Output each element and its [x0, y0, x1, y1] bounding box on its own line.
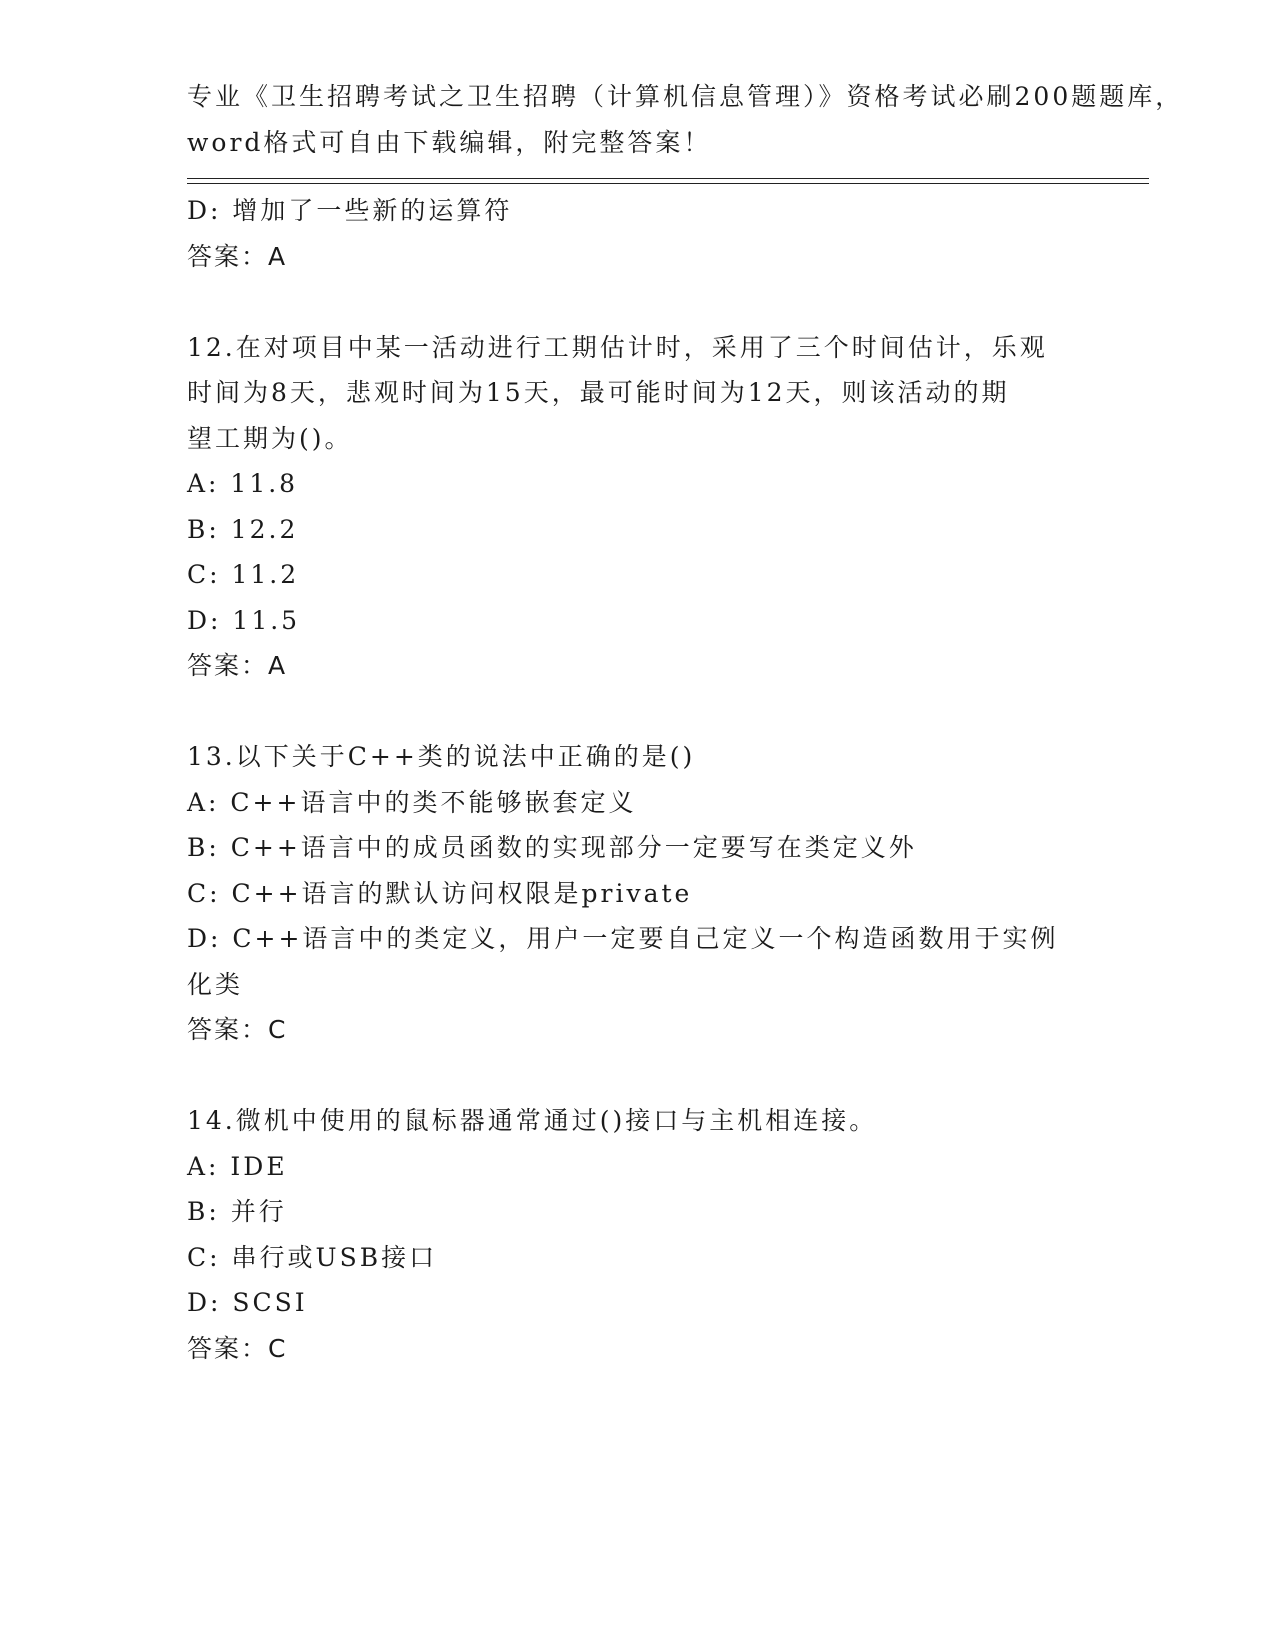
option-a: A: 11.8	[187, 469, 299, 498]
option-b: B: 并行	[187, 1197, 287, 1226]
question-14	[187, 1098, 1067, 1371]
option-c: C: 串行或USB接口	[187, 1242, 438, 1272]
option-d: D: SCSI	[187, 1288, 308, 1317]
spacer	[187, 689, 1067, 735]
option-a: A: IDE	[187, 1151, 288, 1181]
header-divider-top	[187, 178, 1149, 179]
option-d: D: 11.5	[187, 605, 301, 635]
header-divider-bottom	[187, 183, 1149, 184]
document-header	[187, 74, 1184, 165]
question-12	[187, 325, 1067, 689]
header-title-line-2: word格式可自由下载编辑，附完整答案！	[187, 127, 712, 157]
question-stem-line: 14.微机中使用的鼠标器通常通过()接口与主机相连接。	[187, 1106, 878, 1135]
option-d-continuation: 化类	[187, 969, 244, 999]
option-a: A: C++语言中的类不能够嵌套定义	[187, 787, 637, 817]
answer-line: 答案：C	[187, 1333, 288, 1363]
option-c: C: C++语言的默认访问权限是private	[187, 878, 693, 908]
spacer	[187, 1053, 1067, 1099]
spacer	[187, 279, 1067, 325]
option-c: C: 11.2	[187, 560, 300, 589]
option-d: D: 增加了一些新的运算符	[187, 196, 513, 225]
question-stem-line: 时间为8天，悲观时间为15天，最可能时间为12天，则该活动的期	[187, 378, 1010, 407]
option-b: B: 12.2	[187, 514, 299, 544]
answer-line: 答案：A	[187, 241, 288, 271]
question-stem-line: 13.以下关于C++类的说法中正确的是()	[187, 742, 696, 771]
previous-question-tail	[187, 188, 1067, 279]
question-content	[187, 188, 1067, 1371]
answer-line: 答案：C	[187, 1015, 288, 1044]
answer-line: 答案：A	[187, 651, 288, 680]
option-d: D: C++语言中的类定义，用户一定要自己定义一个构造函数用于实例	[187, 924, 1059, 953]
header-title-line-1: 专业《卫生招聘考试之卫生招聘（计算机信息管理）》资格考试必刷200题题库，	[187, 82, 1184, 111]
question-stem-line: 望工期为()。	[187, 423, 353, 453]
question-13	[187, 734, 1067, 1053]
question-stem-line: 12.在对项目中某一活动进行工期估计时，采用了三个时间估计，乐观	[187, 332, 1048, 362]
option-b: B: C++语言中的成员函数的实现部分一定要写在类定义外	[187, 833, 917, 862]
